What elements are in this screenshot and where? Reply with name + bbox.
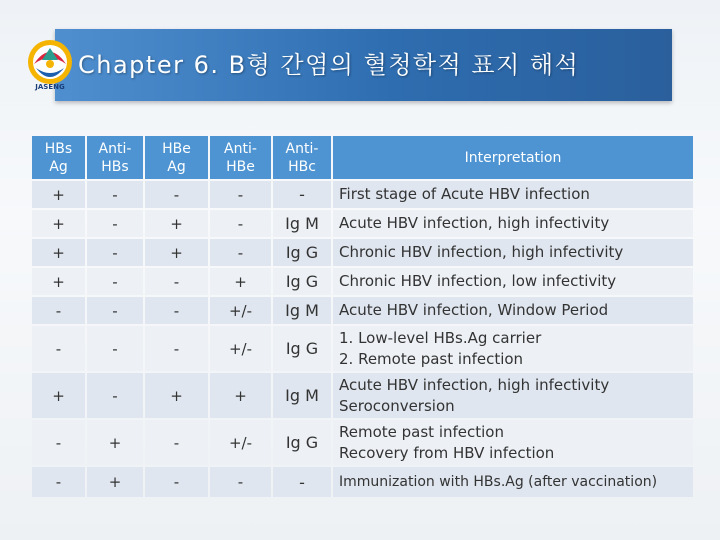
column-header-hbeag: HBe Ag <box>145 136 208 179</box>
cell-interpretation: Immunization with HBs.Ag (after vaccination) <box>333 467 693 497</box>
table-header-row <box>32 136 693 179</box>
cell-anti-hbe: +/- <box>210 326 271 371</box>
cell-anti-hbs: - <box>87 297 143 324</box>
logo-label: JASENG <box>35 83 65 91</box>
table-row <box>32 420 693 465</box>
cell-hbeag: + <box>145 373 208 418</box>
cell-anti-hbc: Ig G <box>273 420 331 465</box>
cell-interpretation: 1. Low-level HBs.Ag carrier 2. Remote past infection <box>333 326 693 371</box>
cell-anti-hbe: - <box>210 210 271 237</box>
page-title: Chapter 6. B형 간염의 혈청학적 표지 해석 <box>78 51 580 79</box>
cell-hbeag: - <box>145 326 208 371</box>
cell-anti-hbc: Ig G <box>273 268 331 295</box>
cell-anti-hbc: - <box>273 181 331 208</box>
cell-anti-hbs: - <box>87 239 143 266</box>
cell-hbeag: + <box>145 210 208 237</box>
cell-hbsag: + <box>32 210 85 237</box>
cell-hbeag: + <box>145 239 208 266</box>
cell-interpretation: Chronic HBV infection, high infectivity <box>333 239 693 266</box>
cell-anti-hbe: - <box>210 239 271 266</box>
cell-interpretation: Remote past infection Recovery from HBV infection <box>333 420 693 465</box>
column-header-anti-hbs: Anti- HBs <box>87 136 143 179</box>
cell-hbsag: + <box>32 373 85 418</box>
cell-anti-hbc: Ig G <box>273 326 331 371</box>
cell-anti-hbs: - <box>87 181 143 208</box>
cell-hbsag: - <box>32 297 85 324</box>
cell-interpretation: Chronic HBV infection, low infectivity <box>333 268 693 295</box>
cell-anti-hbs: - <box>87 210 143 237</box>
column-header-anti-hbe: Anti- HBe <box>210 136 271 179</box>
cell-hbeag: - <box>145 467 208 497</box>
cell-hbeag: - <box>145 420 208 465</box>
table-row <box>32 373 693 418</box>
column-header-anti-hbc: Anti- HBc <box>273 136 331 179</box>
cell-anti-hbs: - <box>87 268 143 295</box>
table-row <box>32 239 693 266</box>
cell-hbsag: - <box>32 420 85 465</box>
cell-hbeag: - <box>145 181 208 208</box>
serology-table <box>30 134 695 499</box>
cell-anti-hbe: +/- <box>210 420 271 465</box>
column-header-hbsag: HBs Ag <box>32 136 85 179</box>
cell-anti-hbs: - <box>87 373 143 418</box>
cell-interpretation: Acute HBV infection, high infectivity Seroconversion <box>333 373 693 418</box>
cell-anti-hbe: + <box>210 373 271 418</box>
cell-anti-hbe: - <box>210 467 271 497</box>
cell-anti-hbe: - <box>210 181 271 208</box>
cell-anti-hbc: Ig G <box>273 239 331 266</box>
cell-anti-hbc: Ig M <box>273 297 331 324</box>
cell-anti-hbs: - <box>87 326 143 371</box>
cell-interpretation: First stage of Acute HBV infection <box>333 181 693 208</box>
cell-hbsag: + <box>32 268 85 295</box>
table-row <box>32 297 693 324</box>
cell-anti-hbc: Ig M <box>273 373 331 418</box>
cell-interpretation: Acute HBV infection, Window Period <box>333 297 693 324</box>
table-row <box>32 326 693 371</box>
cell-anti-hbs: + <box>87 420 143 465</box>
table-row <box>32 467 693 497</box>
cell-anti-hbe: +/- <box>210 297 271 324</box>
table-row <box>32 268 693 295</box>
cell-hbsag: - <box>32 326 85 371</box>
cell-interpretation: Acute HBV infection, high infectivity <box>333 210 693 237</box>
cell-anti-hbc: Ig M <box>273 210 331 237</box>
table-row <box>32 181 693 208</box>
cell-hbsag: - <box>32 467 85 497</box>
cell-anti-hbe: + <box>210 268 271 295</box>
cell-hbsag: + <box>32 239 85 266</box>
cell-anti-hbc: - <box>273 467 331 497</box>
cell-hbeag: - <box>145 268 208 295</box>
column-header-interpretation: Interpretation <box>333 136 693 179</box>
table-row <box>32 210 693 237</box>
cell-anti-hbs: + <box>87 467 143 497</box>
cell-hbsag: + <box>32 181 85 208</box>
cell-hbeag: - <box>145 297 208 324</box>
